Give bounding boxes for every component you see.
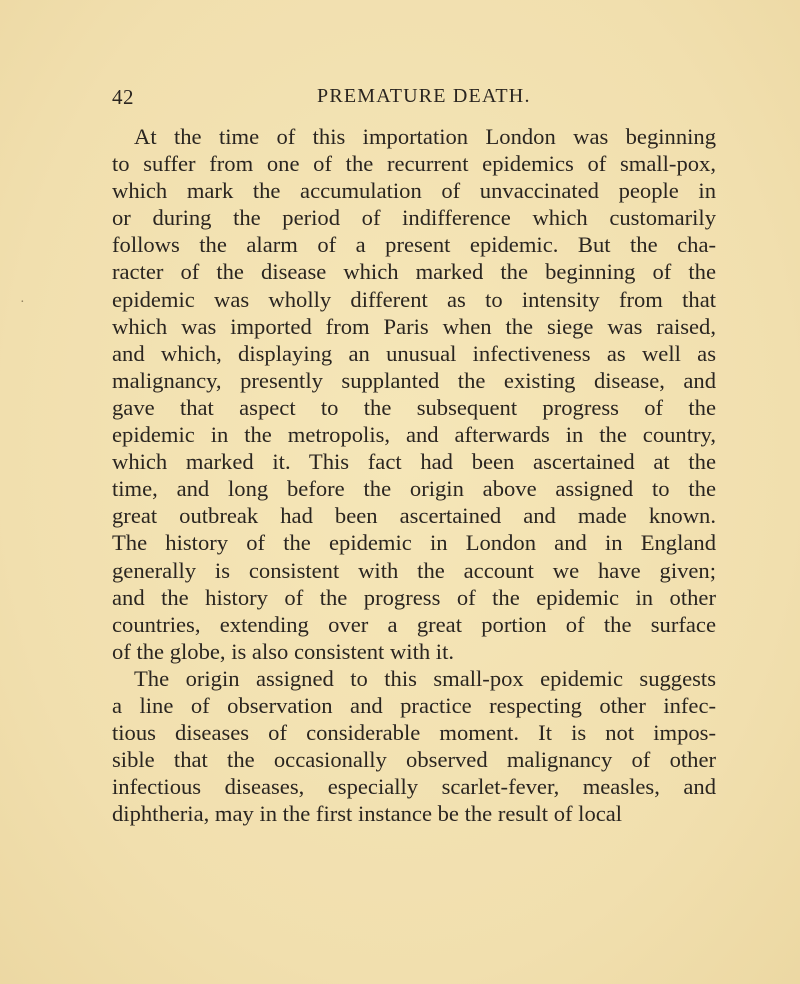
text-line: which was imported from Paris when the siege was raised, [112,313,716,339]
text-line: great outbreak had been ascertained and made known. [112,503,716,529]
page-header [112,85,716,115]
text-line: epidemic was wholly different as to intensity from that [112,286,716,312]
text-line: or during the period of indifference which customarily [112,205,716,231]
text-line: a line of observation and practice respecting other infec- [112,692,716,718]
text-line: diphtheria, may in the first instance be the result of local [112,801,623,827]
page-number: 42 [112,85,134,109]
text-line: countries, extending over a great portion of the surface [112,611,716,637]
text-line: follows the alarm of a present epidemic. But the cha- [112,232,716,258]
text-line: The origin assigned to this small-pox epidemic suggests [134,665,716,691]
text-line: which marked it. This fact had been ascertained at the [112,449,716,475]
text-line: which mark the accumulation of unvaccinated people in [112,178,716,204]
text-line: of the globe, is also consistent with it. [112,638,455,664]
text-line: time, and long before the origin above assigned to the [112,476,716,502]
text-line: tious diseases of considerable moment. It is not impos- [112,720,716,746]
running-head: PREMATURE DEATH. [317,85,531,107]
text-line: generally is consistent with the account we have given; [112,557,716,583]
text-line: The history of the epidemic in London and in England [112,530,716,556]
paragraph-2 [112,665,716,828]
text-line: racter of the disease which marked the beginning of the [112,259,716,285]
text-line: At the time of this importation London was beginning [134,124,716,149]
text-line: sible that the occasionally observed malignancy of other [112,747,716,773]
text-line: malignancy, presently supplanted the existing disease, and [112,367,716,393]
paragraph-1 [112,123,716,665]
text-line: to suffer from one of the recurrent epidemics of small-pox, [112,151,716,177]
text-line: epidemic in the metropolis, and afterwards in the country, [112,422,716,448]
margin-mark: · [20,295,25,310]
body-text [112,123,716,827]
text-line: gave that aspect to the subsequent progress of the [112,394,716,420]
text-line: infectious diseases, especially scarlet-fever, measles, and [112,774,716,800]
text-line: and which, displaying an unusual infectiveness as well as [112,340,716,366]
text-line: and the history of the progress of the epidemic in other [112,584,716,610]
